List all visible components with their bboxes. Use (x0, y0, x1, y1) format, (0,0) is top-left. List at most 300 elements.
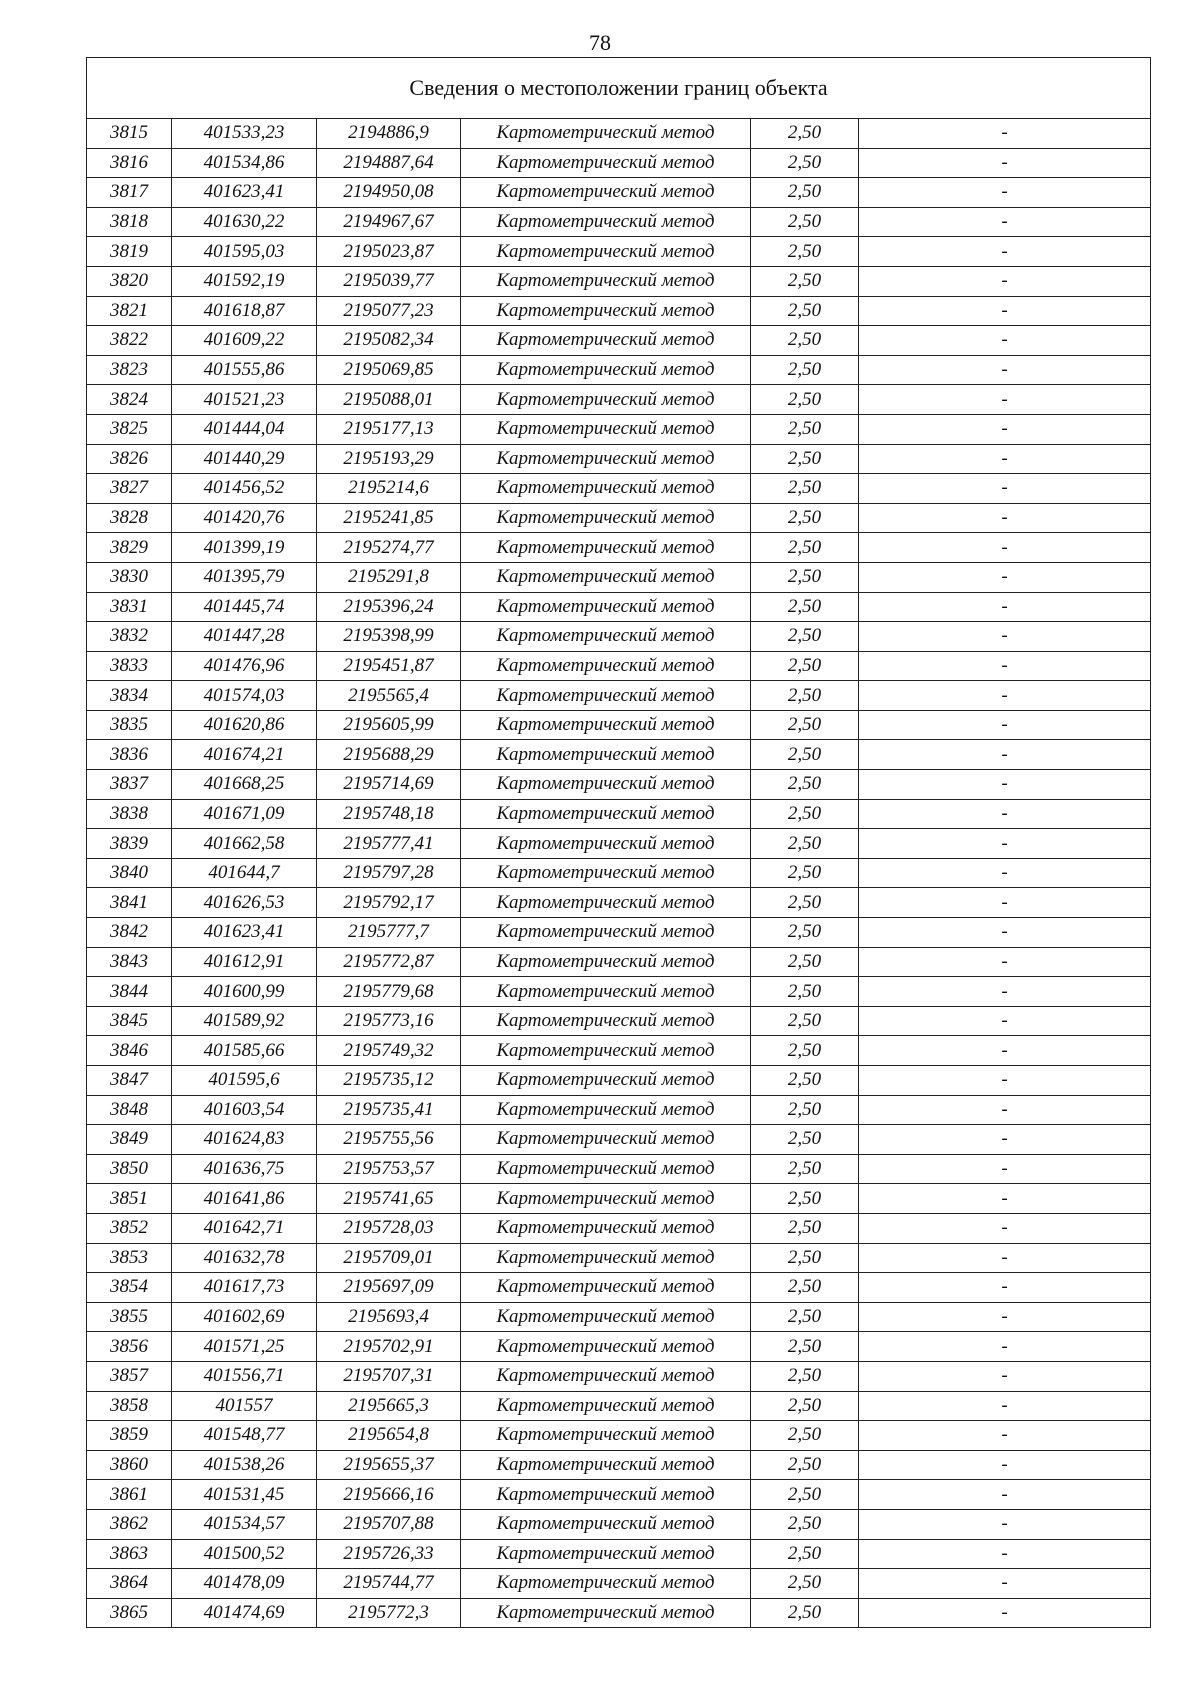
method-cell: Картометрический метод (461, 1273, 751, 1303)
table-row (87, 622, 1151, 652)
accuracy-cell: 2,50 (751, 296, 859, 326)
accuracy-cell: 2,50 (751, 1066, 859, 1096)
table-row (87, 1569, 1151, 1599)
x-coordinate-cell: 401603,54 (172, 1095, 317, 1125)
y-coordinate-cell: 2195693,4 (317, 1302, 461, 1332)
y-coordinate-cell: 2194950,08 (317, 178, 461, 208)
y-coordinate-cell: 2195023,87 (317, 237, 461, 267)
y-coordinate-cell: 2195777,41 (317, 829, 461, 859)
accuracy-cell: 2,50 (751, 592, 859, 622)
y-coordinate-cell: 2195735,41 (317, 1095, 461, 1125)
table-row (87, 918, 1151, 948)
point-number-cell: 3840 (87, 858, 172, 888)
description-cell: - (859, 1184, 1151, 1214)
accuracy-cell: 2,50 (751, 1539, 859, 1569)
table-row (87, 1421, 1151, 1451)
method-cell: Картометрический метод (461, 1302, 751, 1332)
accuracy-cell: 2,50 (751, 414, 859, 444)
method-cell: Картометрический метод (461, 1480, 751, 1510)
point-number-cell: 3823 (87, 355, 172, 385)
x-coordinate-cell: 401447,28 (172, 622, 317, 652)
accuracy-cell: 2,50 (751, 1509, 859, 1539)
point-number-cell: 3835 (87, 710, 172, 740)
table-row (87, 237, 1151, 267)
x-coordinate-cell: 401555,86 (172, 355, 317, 385)
method-cell: Картометрический метод (461, 799, 751, 829)
table-row (87, 119, 1151, 149)
x-coordinate-cell: 401674,21 (172, 740, 317, 770)
x-coordinate-cell: 401533,23 (172, 119, 317, 149)
accuracy-cell: 2,50 (751, 1332, 859, 1362)
accuracy-cell: 2,50 (751, 977, 859, 1007)
table-row (87, 207, 1151, 237)
accuracy-cell: 2,50 (751, 326, 859, 356)
x-coordinate-cell: 401636,75 (172, 1154, 317, 1184)
table-row (87, 296, 1151, 326)
y-coordinate-cell: 2195396,24 (317, 592, 461, 622)
table-row (87, 326, 1151, 356)
method-cell: Картометрический метод (461, 474, 751, 504)
point-number-cell: 3841 (87, 888, 172, 918)
point-number-cell: 3853 (87, 1243, 172, 1273)
description-cell: - (859, 178, 1151, 208)
point-number-cell: 3834 (87, 681, 172, 711)
description-cell: - (859, 1154, 1151, 1184)
x-coordinate-cell: 401595,6 (172, 1066, 317, 1096)
table-row (87, 592, 1151, 622)
table-row (87, 858, 1151, 888)
x-coordinate-cell: 401538,26 (172, 1450, 317, 1480)
y-coordinate-cell: 2195741,65 (317, 1184, 461, 1214)
table-title: Сведения о местоположении границ объекта (87, 58, 1151, 119)
y-coordinate-cell: 2195797,28 (317, 858, 461, 888)
point-number-cell: 3829 (87, 533, 172, 563)
method-cell: Картометрический метод (461, 562, 751, 592)
description-cell: - (859, 977, 1151, 1007)
x-coordinate-cell: 401585,66 (172, 1036, 317, 1066)
x-coordinate-cell: 401630,22 (172, 207, 317, 237)
accuracy-cell: 2,50 (751, 622, 859, 652)
table-row (87, 681, 1151, 711)
table-row (87, 355, 1151, 385)
method-cell: Картометрический метод (461, 622, 751, 652)
description-cell: - (859, 385, 1151, 415)
description-cell: - (859, 1450, 1151, 1480)
y-coordinate-cell: 2195753,57 (317, 1154, 461, 1184)
table-row (87, 770, 1151, 800)
method-cell: Картометрический метод (461, 533, 751, 563)
accuracy-cell: 2,50 (751, 681, 859, 711)
method-cell: Картометрический метод (461, 1066, 751, 1096)
y-coordinate-cell: 2195274,77 (317, 533, 461, 563)
accuracy-cell: 2,50 (751, 503, 859, 533)
x-coordinate-cell: 401531,45 (172, 1480, 317, 1510)
method-cell: Картометрический метод (461, 266, 751, 296)
x-coordinate-cell: 401534,86 (172, 148, 317, 178)
description-cell: - (859, 1066, 1151, 1096)
point-number-cell: 3828 (87, 503, 172, 533)
table-row (87, 385, 1151, 415)
accuracy-cell: 2,50 (751, 829, 859, 859)
y-coordinate-cell: 2195039,77 (317, 266, 461, 296)
y-coordinate-cell: 2194886,9 (317, 119, 461, 149)
accuracy-cell: 2,50 (751, 651, 859, 681)
description-cell: - (859, 1095, 1151, 1125)
accuracy-cell: 2,50 (751, 1095, 859, 1125)
accuracy-cell: 2,50 (751, 237, 859, 267)
x-coordinate-cell: 401671,09 (172, 799, 317, 829)
y-coordinate-cell: 2195666,16 (317, 1480, 461, 1510)
accuracy-cell: 2,50 (751, 1125, 859, 1155)
table-row (87, 710, 1151, 740)
y-coordinate-cell: 2194967,67 (317, 207, 461, 237)
x-coordinate-cell: 401595,03 (172, 237, 317, 267)
method-cell: Картометрический метод (461, 1332, 751, 1362)
x-coordinate-cell: 401612,91 (172, 947, 317, 977)
point-number-cell: 3819 (87, 237, 172, 267)
y-coordinate-cell: 2195779,68 (317, 977, 461, 1007)
table-row (87, 799, 1151, 829)
table-row (87, 1184, 1151, 1214)
y-coordinate-cell: 2195714,69 (317, 770, 461, 800)
point-number-cell: 3836 (87, 740, 172, 770)
x-coordinate-cell: 401444,04 (172, 414, 317, 444)
method-cell: Картометрический метод (461, 592, 751, 622)
x-coordinate-cell: 401556,71 (172, 1361, 317, 1391)
description-cell: - (859, 562, 1151, 592)
accuracy-cell: 2,50 (751, 1421, 859, 1451)
description-cell: - (859, 1332, 1151, 1362)
table-row (87, 947, 1151, 977)
description-cell: - (859, 148, 1151, 178)
accuracy-cell: 2,50 (751, 178, 859, 208)
point-number-cell: 3816 (87, 148, 172, 178)
description-cell: - (859, 918, 1151, 948)
description-cell: - (859, 888, 1151, 918)
x-coordinate-cell: 401602,69 (172, 1302, 317, 1332)
point-number-cell: 3858 (87, 1391, 172, 1421)
x-coordinate-cell: 401399,19 (172, 533, 317, 563)
table-row (87, 1302, 1151, 1332)
table-row (87, 1361, 1151, 1391)
y-coordinate-cell: 2195772,3 (317, 1598, 461, 1628)
accuracy-cell: 2,50 (751, 1569, 859, 1599)
accuracy-cell: 2,50 (751, 1450, 859, 1480)
y-coordinate-cell: 2195177,13 (317, 414, 461, 444)
x-coordinate-cell: 401456,52 (172, 474, 317, 504)
table-row (87, 1036, 1151, 1066)
method-cell: Картометрический метод (461, 710, 751, 740)
accuracy-cell: 2,50 (751, 148, 859, 178)
y-coordinate-cell: 2195565,4 (317, 681, 461, 711)
point-number-cell: 3852 (87, 1213, 172, 1243)
method-cell: Картометрический метод (461, 178, 751, 208)
x-coordinate-cell: 401476,96 (172, 651, 317, 681)
method-cell: Картометрический метод (461, 1154, 751, 1184)
table-row (87, 1066, 1151, 1096)
y-coordinate-cell: 2195069,85 (317, 355, 461, 385)
table-row (87, 1598, 1151, 1628)
point-number-cell: 3860 (87, 1450, 172, 1480)
method-cell: Картометрический метод (461, 1361, 751, 1391)
point-number-cell: 3843 (87, 947, 172, 977)
y-coordinate-cell: 2195451,87 (317, 651, 461, 681)
method-cell: Картометрический метод (461, 1509, 751, 1539)
description-cell: - (859, 533, 1151, 563)
y-coordinate-cell: 2195654,8 (317, 1421, 461, 1451)
method-cell: Картометрический метод (461, 1243, 751, 1273)
y-coordinate-cell: 2195088,01 (317, 385, 461, 415)
description-cell: - (859, 1036, 1151, 1066)
method-cell: Картометрический метод (461, 296, 751, 326)
accuracy-cell: 2,50 (751, 1302, 859, 1332)
accuracy-cell: 2,50 (751, 1361, 859, 1391)
x-coordinate-cell: 401571,25 (172, 1332, 317, 1362)
method-cell: Картометрический метод (461, 1539, 751, 1569)
x-coordinate-cell: 401440,29 (172, 444, 317, 474)
point-number-cell: 3856 (87, 1332, 172, 1362)
x-coordinate-cell: 401623,41 (172, 918, 317, 948)
x-coordinate-cell: 401500,52 (172, 1539, 317, 1569)
accuracy-cell: 2,50 (751, 740, 859, 770)
point-number-cell: 3838 (87, 799, 172, 829)
accuracy-cell: 2,50 (751, 1480, 859, 1510)
y-coordinate-cell: 2195772,87 (317, 947, 461, 977)
point-number-cell: 3864 (87, 1569, 172, 1599)
table-row (87, 1273, 1151, 1303)
accuracy-cell: 2,50 (751, 385, 859, 415)
accuracy-cell: 2,50 (751, 533, 859, 563)
accuracy-cell: 2,50 (751, 1154, 859, 1184)
point-number-cell: 3859 (87, 1421, 172, 1451)
method-cell: Картометрический метод (461, 1421, 751, 1451)
method-cell: Картометрический метод (461, 651, 751, 681)
description-cell: - (859, 414, 1151, 444)
table-row (87, 977, 1151, 1007)
description-cell: - (859, 207, 1151, 237)
table-row (87, 148, 1151, 178)
accuracy-cell: 2,50 (751, 1036, 859, 1066)
y-coordinate-cell: 2195748,18 (317, 799, 461, 829)
description-cell: - (859, 710, 1151, 740)
accuracy-cell: 2,50 (751, 770, 859, 800)
description-cell: - (859, 1421, 1151, 1451)
y-coordinate-cell: 2195749,32 (317, 1036, 461, 1066)
table-row (87, 1243, 1151, 1273)
description-cell: - (859, 326, 1151, 356)
table-title-row (87, 58, 1151, 119)
accuracy-cell: 2,50 (751, 710, 859, 740)
table-row (87, 1125, 1151, 1155)
method-cell: Картометрический метод (461, 444, 751, 474)
y-coordinate-cell: 2195077,23 (317, 296, 461, 326)
y-coordinate-cell: 2195744,77 (317, 1569, 461, 1599)
method-cell: Картометрический метод (461, 355, 751, 385)
method-cell: Картометрический метод (461, 503, 751, 533)
method-cell: Картометрический метод (461, 1125, 751, 1155)
table-row (87, 533, 1151, 563)
description-cell: - (859, 1391, 1151, 1421)
point-number-cell: 3833 (87, 651, 172, 681)
method-cell: Картометрический метод (461, 888, 751, 918)
table-row (87, 651, 1151, 681)
point-number-cell: 3817 (87, 178, 172, 208)
accuracy-cell: 2,50 (751, 1391, 859, 1421)
y-coordinate-cell: 2195655,37 (317, 1450, 461, 1480)
description-cell: - (859, 266, 1151, 296)
method-cell: Картометрический метод (461, 1006, 751, 1036)
method-cell: Картометрический метод (461, 119, 751, 149)
table-row (87, 503, 1151, 533)
y-coordinate-cell: 2195777,7 (317, 918, 461, 948)
method-cell: Картометрический метод (461, 414, 751, 444)
table-row (87, 1095, 1151, 1125)
x-coordinate-cell: 401548,77 (172, 1421, 317, 1451)
table-row (87, 414, 1151, 444)
description-cell: - (859, 1480, 1151, 1510)
accuracy-cell: 2,50 (751, 799, 859, 829)
y-coordinate-cell: 2195241,85 (317, 503, 461, 533)
method-cell: Картометрический метод (461, 1450, 751, 1480)
y-coordinate-cell: 2195702,91 (317, 1332, 461, 1362)
point-number-cell: 3839 (87, 829, 172, 859)
x-coordinate-cell: 401445,74 (172, 592, 317, 622)
table-row (87, 266, 1151, 296)
table-row (87, 1213, 1151, 1243)
description-cell: - (859, 1509, 1151, 1539)
y-coordinate-cell: 2195728,03 (317, 1213, 461, 1243)
method-cell: Картометрический метод (461, 947, 751, 977)
x-coordinate-cell: 401609,22 (172, 326, 317, 356)
point-number-cell: 3825 (87, 414, 172, 444)
description-cell: - (859, 799, 1151, 829)
table-row (87, 740, 1151, 770)
coordinates-table (86, 57, 1151, 1628)
y-coordinate-cell: 2194887,64 (317, 148, 461, 178)
method-cell: Картометрический метод (461, 237, 751, 267)
point-number-cell: 3820 (87, 266, 172, 296)
accuracy-cell: 2,50 (751, 1006, 859, 1036)
table-row (87, 178, 1151, 208)
accuracy-cell: 2,50 (751, 562, 859, 592)
y-coordinate-cell: 2195193,29 (317, 444, 461, 474)
point-number-cell: 3865 (87, 1598, 172, 1628)
x-coordinate-cell: 401521,23 (172, 385, 317, 415)
table-row (87, 562, 1151, 592)
method-cell: Картометрический метод (461, 326, 751, 356)
table-row (87, 829, 1151, 859)
description-cell: - (859, 740, 1151, 770)
x-coordinate-cell: 401420,76 (172, 503, 317, 533)
point-number-cell: 3850 (87, 1154, 172, 1184)
description-cell: - (859, 355, 1151, 385)
method-cell: Картометрический метод (461, 770, 751, 800)
accuracy-cell: 2,50 (751, 1213, 859, 1243)
table-row (87, 888, 1151, 918)
accuracy-cell: 2,50 (751, 207, 859, 237)
table-row (87, 1391, 1151, 1421)
x-coordinate-cell: 401617,73 (172, 1273, 317, 1303)
y-coordinate-cell: 2195755,56 (317, 1125, 461, 1155)
description-cell: - (859, 651, 1151, 681)
x-coordinate-cell: 401624,83 (172, 1125, 317, 1155)
method-cell: Картометрический метод (461, 1184, 751, 1214)
description-cell: - (859, 592, 1151, 622)
x-coordinate-cell: 401623,41 (172, 178, 317, 208)
accuracy-cell: 2,50 (751, 1273, 859, 1303)
point-number-cell: 3846 (87, 1036, 172, 1066)
method-cell: Картометрический метод (461, 385, 751, 415)
method-cell: Картометрический метод (461, 977, 751, 1007)
point-number-cell: 3842 (87, 918, 172, 948)
x-coordinate-cell: 401574,03 (172, 681, 317, 711)
point-number-cell: 3821 (87, 296, 172, 326)
point-number-cell: 3824 (87, 385, 172, 415)
accuracy-cell: 2,50 (751, 266, 859, 296)
y-coordinate-cell: 2195291,8 (317, 562, 461, 592)
table-row (87, 1539, 1151, 1569)
description-cell: - (859, 1006, 1151, 1036)
accuracy-cell: 2,50 (751, 444, 859, 474)
y-coordinate-cell: 2195735,12 (317, 1066, 461, 1096)
x-coordinate-cell: 401641,86 (172, 1184, 317, 1214)
description-cell: - (859, 296, 1151, 326)
x-coordinate-cell: 401618,87 (172, 296, 317, 326)
point-number-cell: 3847 (87, 1066, 172, 1096)
description-cell: - (859, 1539, 1151, 1569)
description-cell: - (859, 829, 1151, 859)
accuracy-cell: 2,50 (751, 474, 859, 504)
point-number-cell: 3861 (87, 1480, 172, 1510)
method-cell: Картометрический метод (461, 681, 751, 711)
description-cell: - (859, 503, 1151, 533)
y-coordinate-cell: 2195792,17 (317, 888, 461, 918)
y-coordinate-cell: 2195665,3 (317, 1391, 461, 1421)
x-coordinate-cell: 401600,99 (172, 977, 317, 1007)
y-coordinate-cell: 2195214,6 (317, 474, 461, 504)
method-cell: Картометрический метод (461, 1598, 751, 1628)
point-number-cell: 3815 (87, 119, 172, 149)
x-coordinate-cell: 401626,53 (172, 888, 317, 918)
page-number: 78 (589, 30, 611, 55)
description-cell: - (859, 770, 1151, 800)
x-coordinate-cell: 401642,71 (172, 1213, 317, 1243)
point-number-cell: 3818 (87, 207, 172, 237)
y-coordinate-cell: 2195605,99 (317, 710, 461, 740)
table-row (87, 444, 1151, 474)
point-number-cell: 3822 (87, 326, 172, 356)
point-number-cell: 3849 (87, 1125, 172, 1155)
x-coordinate-cell: 401478,09 (172, 1569, 317, 1599)
method-cell: Картометрический метод (461, 1391, 751, 1421)
x-coordinate-cell: 401474,69 (172, 1598, 317, 1628)
point-number-cell: 3832 (87, 622, 172, 652)
point-number-cell: 3827 (87, 474, 172, 504)
accuracy-cell: 2,50 (751, 947, 859, 977)
table-row (87, 1480, 1151, 1510)
y-coordinate-cell: 2195709,01 (317, 1243, 461, 1273)
table-row (87, 1509, 1151, 1539)
accuracy-cell: 2,50 (751, 355, 859, 385)
description-cell: - (859, 1361, 1151, 1391)
method-cell: Картометрический метод (461, 148, 751, 178)
y-coordinate-cell: 2195398,99 (317, 622, 461, 652)
table-row (87, 1154, 1151, 1184)
description-cell: - (859, 444, 1151, 474)
point-number-cell: 3862 (87, 1509, 172, 1539)
description-cell: - (859, 1273, 1151, 1303)
description-cell: - (859, 858, 1151, 888)
